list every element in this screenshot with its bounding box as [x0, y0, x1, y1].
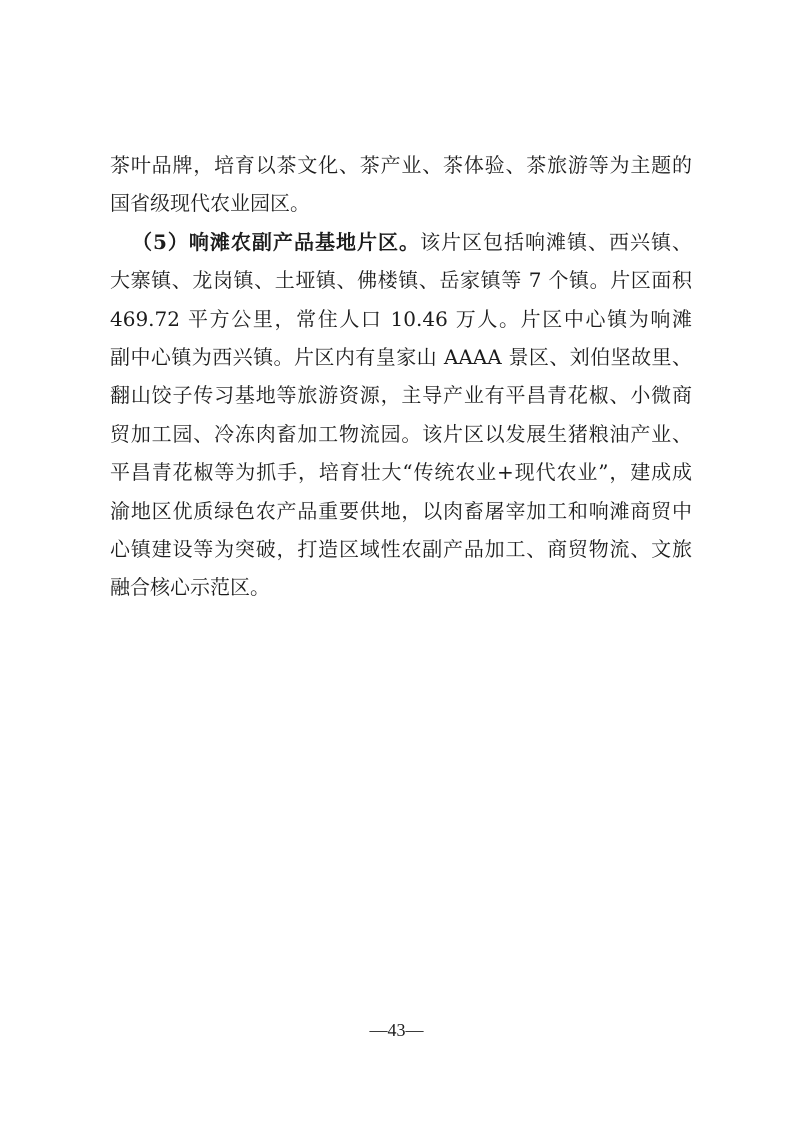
text-line: 翻山饺子传习基地等旅游资源，主导产业有平昌青花椒、小微商 [110, 383, 692, 408]
body-text [110, 146, 692, 607]
text-line: 平昌青花椒等为抓手，培育壮大“传统农业+现代农业”，建成成 [110, 460, 692, 485]
paragraph [110, 146, 692, 223]
paragraph [110, 223, 692, 607]
page-number: —43— [369, 1020, 424, 1040]
text-line: 心镇建设等为突破，打造区域性农副产品加工、商贸物流、文旅 [110, 536, 692, 561]
text-line: 渝地区优质绿色农产品重要供地，以肉畜屠宰加工和响滩商贸中 [110, 498, 692, 523]
text-line: 大寨镇、龙岗镇、土垭镇、佛楼镇、岳家镇等 7 个镇。片区面积 [110, 268, 692, 293]
text-span: 该片区包括响滩镇、西兴镇、 [419, 229, 692, 254]
text-line: 茶叶品牌，培育以茶文化、茶产业、茶体验、茶旅游等为主题的 [110, 153, 692, 177]
text-line [110, 223, 692, 261]
text-line: 贸加工园、冷冻肉畜加工物流园。该片区以发展生猪粮油产业、 [110, 421, 692, 446]
text-line: 国省级现代农业园区。 [110, 191, 310, 216]
text-line: 469.72 平方公里，常住人口 10.46 万人。片区中心镇为响滩 [110, 306, 692, 331]
text-line: 副中心镇为西兴镇。片区内有皇家山 AAAA 景区、刘伯坚故里、 [110, 344, 692, 369]
section-heading: （5）响滩农副产品基地片区。 [132, 229, 420, 254]
text-line: 融合核心示范区。 [110, 575, 270, 600]
